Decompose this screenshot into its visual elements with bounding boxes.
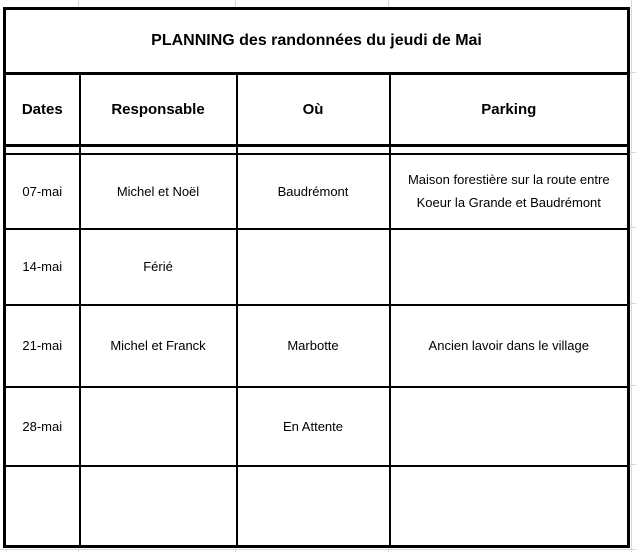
planning-table	[3, 7, 630, 548]
cell-parking	[390, 387, 629, 466]
cell-parking: Ancien lavoir dans le village	[390, 305, 629, 387]
gridline	[631, 0, 632, 552]
gridline	[388, 0, 389, 7]
cell-responsable: Férié	[80, 229, 237, 305]
cell-date: 14-mai	[5, 229, 80, 305]
gridline	[78, 0, 79, 7]
cell-ou	[237, 466, 390, 547]
cell-date: 28-mai	[5, 387, 80, 466]
gridline	[235, 0, 236, 7]
cell-responsable: Michel et Noël	[80, 154, 237, 229]
cell-ou	[237, 229, 390, 305]
page-title: PLANNING des randonnées du jeudi de Mai	[5, 9, 629, 74]
spacer-cell	[237, 146, 390, 154]
column-header-responsable: Responsable	[80, 74, 237, 146]
cell-parking	[390, 466, 629, 547]
cell-ou: En Attente	[237, 387, 390, 466]
column-header-parking: Parking	[390, 74, 629, 146]
column-header-dates: Dates	[5, 74, 80, 146]
table-row	[5, 466, 629, 547]
cell-ou: Baudrémont	[237, 154, 390, 229]
cell-ou: Marbotte	[237, 305, 390, 387]
spacer-cell	[390, 146, 629, 154]
cell-date: 21-mai	[5, 305, 80, 387]
title-row	[5, 9, 629, 74]
cell-parking: Maison forestière sur la route entre Koeur la Grande et Baudrémont	[390, 154, 629, 229]
cell-date: 07-mai	[5, 154, 80, 229]
table-row	[5, 305, 629, 387]
cell-responsable	[80, 466, 237, 547]
column-header-ou: Où	[237, 74, 390, 146]
table-row	[5, 229, 629, 305]
header-row	[5, 74, 629, 146]
cell-date	[5, 466, 80, 547]
spacer-cell	[5, 146, 80, 154]
table-row	[5, 387, 629, 466]
spacer-row	[5, 146, 629, 154]
cell-responsable	[80, 387, 237, 466]
gridline	[0, 549, 636, 550]
table-row	[5, 154, 629, 229]
cell-parking	[390, 229, 629, 305]
cell-responsable: Michel et Franck	[80, 305, 237, 387]
spacer-cell	[80, 146, 237, 154]
